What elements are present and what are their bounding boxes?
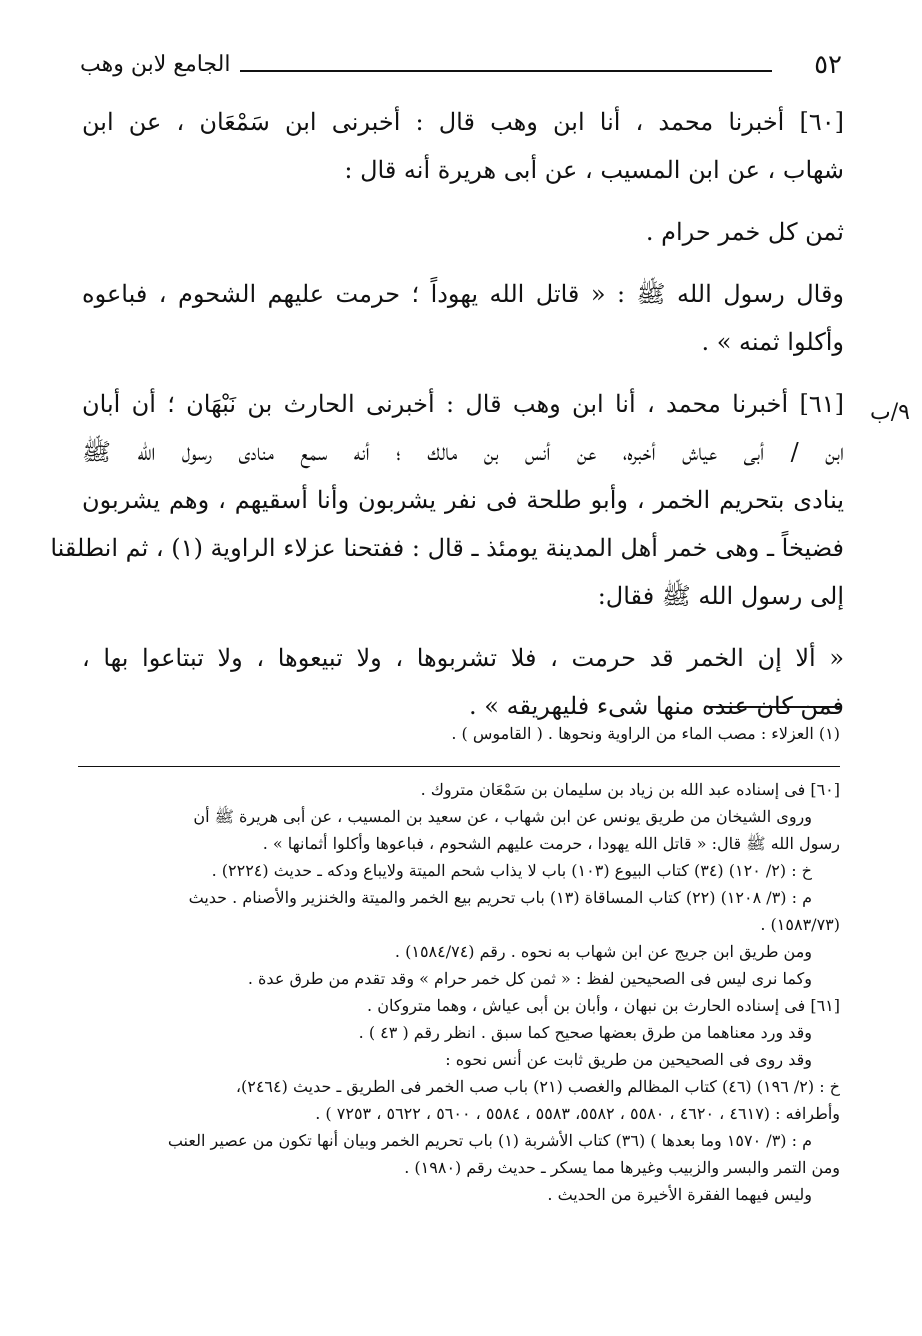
page-number: ٥٢ [814, 50, 842, 80]
note-line: وقد روى فى الصحيحين من طريق ثابت عن أنس نحوه : [445, 1050, 812, 1069]
note-line: وليس فيهما الفقرة الأخيرة من الحديث . [547, 1185, 812, 1204]
text-line: ينادى بتحريم الخمر ، وأبو طلحة فى نفر يشربون وأنا أسقيهم ، وهم يشربون [82, 486, 844, 514]
hadith-notes [78, 776, 840, 1208]
note-line: [٦٠] فى إسناده عبد الله بن زياد بن سليمان بن سَمْعَان متروك . [420, 780, 840, 799]
text-line: ابن / أبى عياش أخبره، عن أنس بن مالك ؛ أنه سمع منادى رسول الله ﷺ [82, 438, 844, 466]
note-line: [٦١] فى إسناده الحارث بن نبهان ، وأبان بن أبى عياش ، وهما متروكان . [367, 996, 840, 1015]
paragraph [50, 380, 844, 620]
note-line: م : (٣/ ١٢٠٨) (٢٢) كتاب المساقاة (١٣) باب تحريم بيع الخمر والميتة والخنزير والأصنام . حديث [188, 888, 812, 907]
text-line: « ألا إن الخمر قد حرمت ، فلا تشربوها ، ولا تبيعوها ، ولا تبتاعوا بها ، [82, 644, 844, 672]
paragraph [82, 208, 844, 256]
text-line: فضيخاً ـ وهى خمر أهل المدينة يومئذ ـ قال : ففتحنا عزلاء الراوية (١) ، ثم انطلقنا [50, 534, 844, 562]
footnote-separator [710, 706, 840, 708]
paragraph [82, 634, 844, 730]
text-line: شهاب ، عن ابن المسيب ، عن أبى هريرة أنه قال : [344, 156, 844, 184]
text-line: [٦٠] أخبرنا محمد ، أنا ابن وهب قال : أخبرنى ابن سَمْعَان ، عن ابن [82, 108, 844, 136]
note-line: وكما نرى ليس فى الصحيحين لفظ : « ثمن كل خمر حرام » وقد تقدم من طرق عدة . [247, 969, 812, 988]
header-rule [240, 70, 772, 72]
paragraph [82, 98, 844, 194]
text-line: وأكلوا ثمنه » . [701, 328, 844, 356]
footnote: (١) العزلاء : مصب الماء من الراوية ونحوها . ( القاموس ) . [451, 724, 840, 743]
note-line: رسول الله ﷺ قال: « قاتل الله يهودا ، حرمت عليهم الشحوم ، فباعوها وأكلوا أثمانها » . [262, 834, 840, 853]
note-line: م : (٣/ ١٥٧٠ وما بعدها ) (٣٦) كتاب الأشربة (١) باب تحريم الخمر وبيان أنها تكون من عصير العنب [167, 1131, 812, 1150]
note-line: ومن طريق ابن جريج عن ابن شهاب به نحوه . رقم (١٥٨٤/٧٤) . [394, 942, 812, 961]
notes-separator [78, 766, 840, 767]
note-line: خ : (٢/ ١٢٠) (٣٤) كتاب البيوع (١٠٣) باب لا يذاب شحم الميتة ولايباع ودكه ـ حديث (٢٢٢٤) . [211, 861, 812, 880]
folio-reference: ٩/ب [870, 400, 910, 425]
page-header [80, 50, 842, 90]
note-line: (١٥٨٣/٧٣) . [760, 915, 840, 934]
paragraph [82, 270, 844, 366]
note-line: ومن التمر والبسر والزبيب وغيرها مما يسكر ـ حديث رقم (١٩٨٠) . [404, 1158, 840, 1177]
note-line: وأطرافه : (٤٦١٧ ، ٤٦٢٠ ، ٥٥٨٠ ، ٥٥٨٢، ٥٥٨٣ ، ٥٥٨٤ ، ٥٦٠٠ ، ٥٦٢٢ ، ٧٢٥٣ ) . [315, 1104, 840, 1123]
text-line: فمن كان عنده منها شىء فليهريقه » . [469, 692, 844, 720]
text-line: ثمن كل خمر حرام . [645, 218, 844, 246]
text-line: وقال رسول الله ﷺ : « قاتل الله يهوداً ؛ حرمت عليهم الشحوم ، فباعوه [82, 280, 844, 308]
book-title: الجامع لابن وهب [80, 52, 231, 77]
note-line: وروى الشيخان من طريق يونس عن ابن شهاب ، عن سعيد بن المسيب ، عن أبى هريرة ﷺ أن [193, 807, 812, 826]
main-text [50, 98, 844, 744]
text-line: [٦١] أخبرنا محمد ، أنا ابن وهب قال : أخبرنى الحارث بن نَبْهَان ؛ أن أبان [82, 390, 844, 418]
note-line: وقد ورد معناهما من طرق بعضها صحيح كما سبق . انظر رقم ( ٤٣ ) . [358, 1023, 812, 1042]
text-line: إلى رسول الله ﷺ فقال: [597, 582, 844, 610]
note-line: خ : (٢/ ١٩٦) (٤٦) كتاب المظالم والغصب (٢١) باب صب الخمر فى الطريق ـ حديث (٢٤٦٤)، [235, 1077, 840, 1096]
